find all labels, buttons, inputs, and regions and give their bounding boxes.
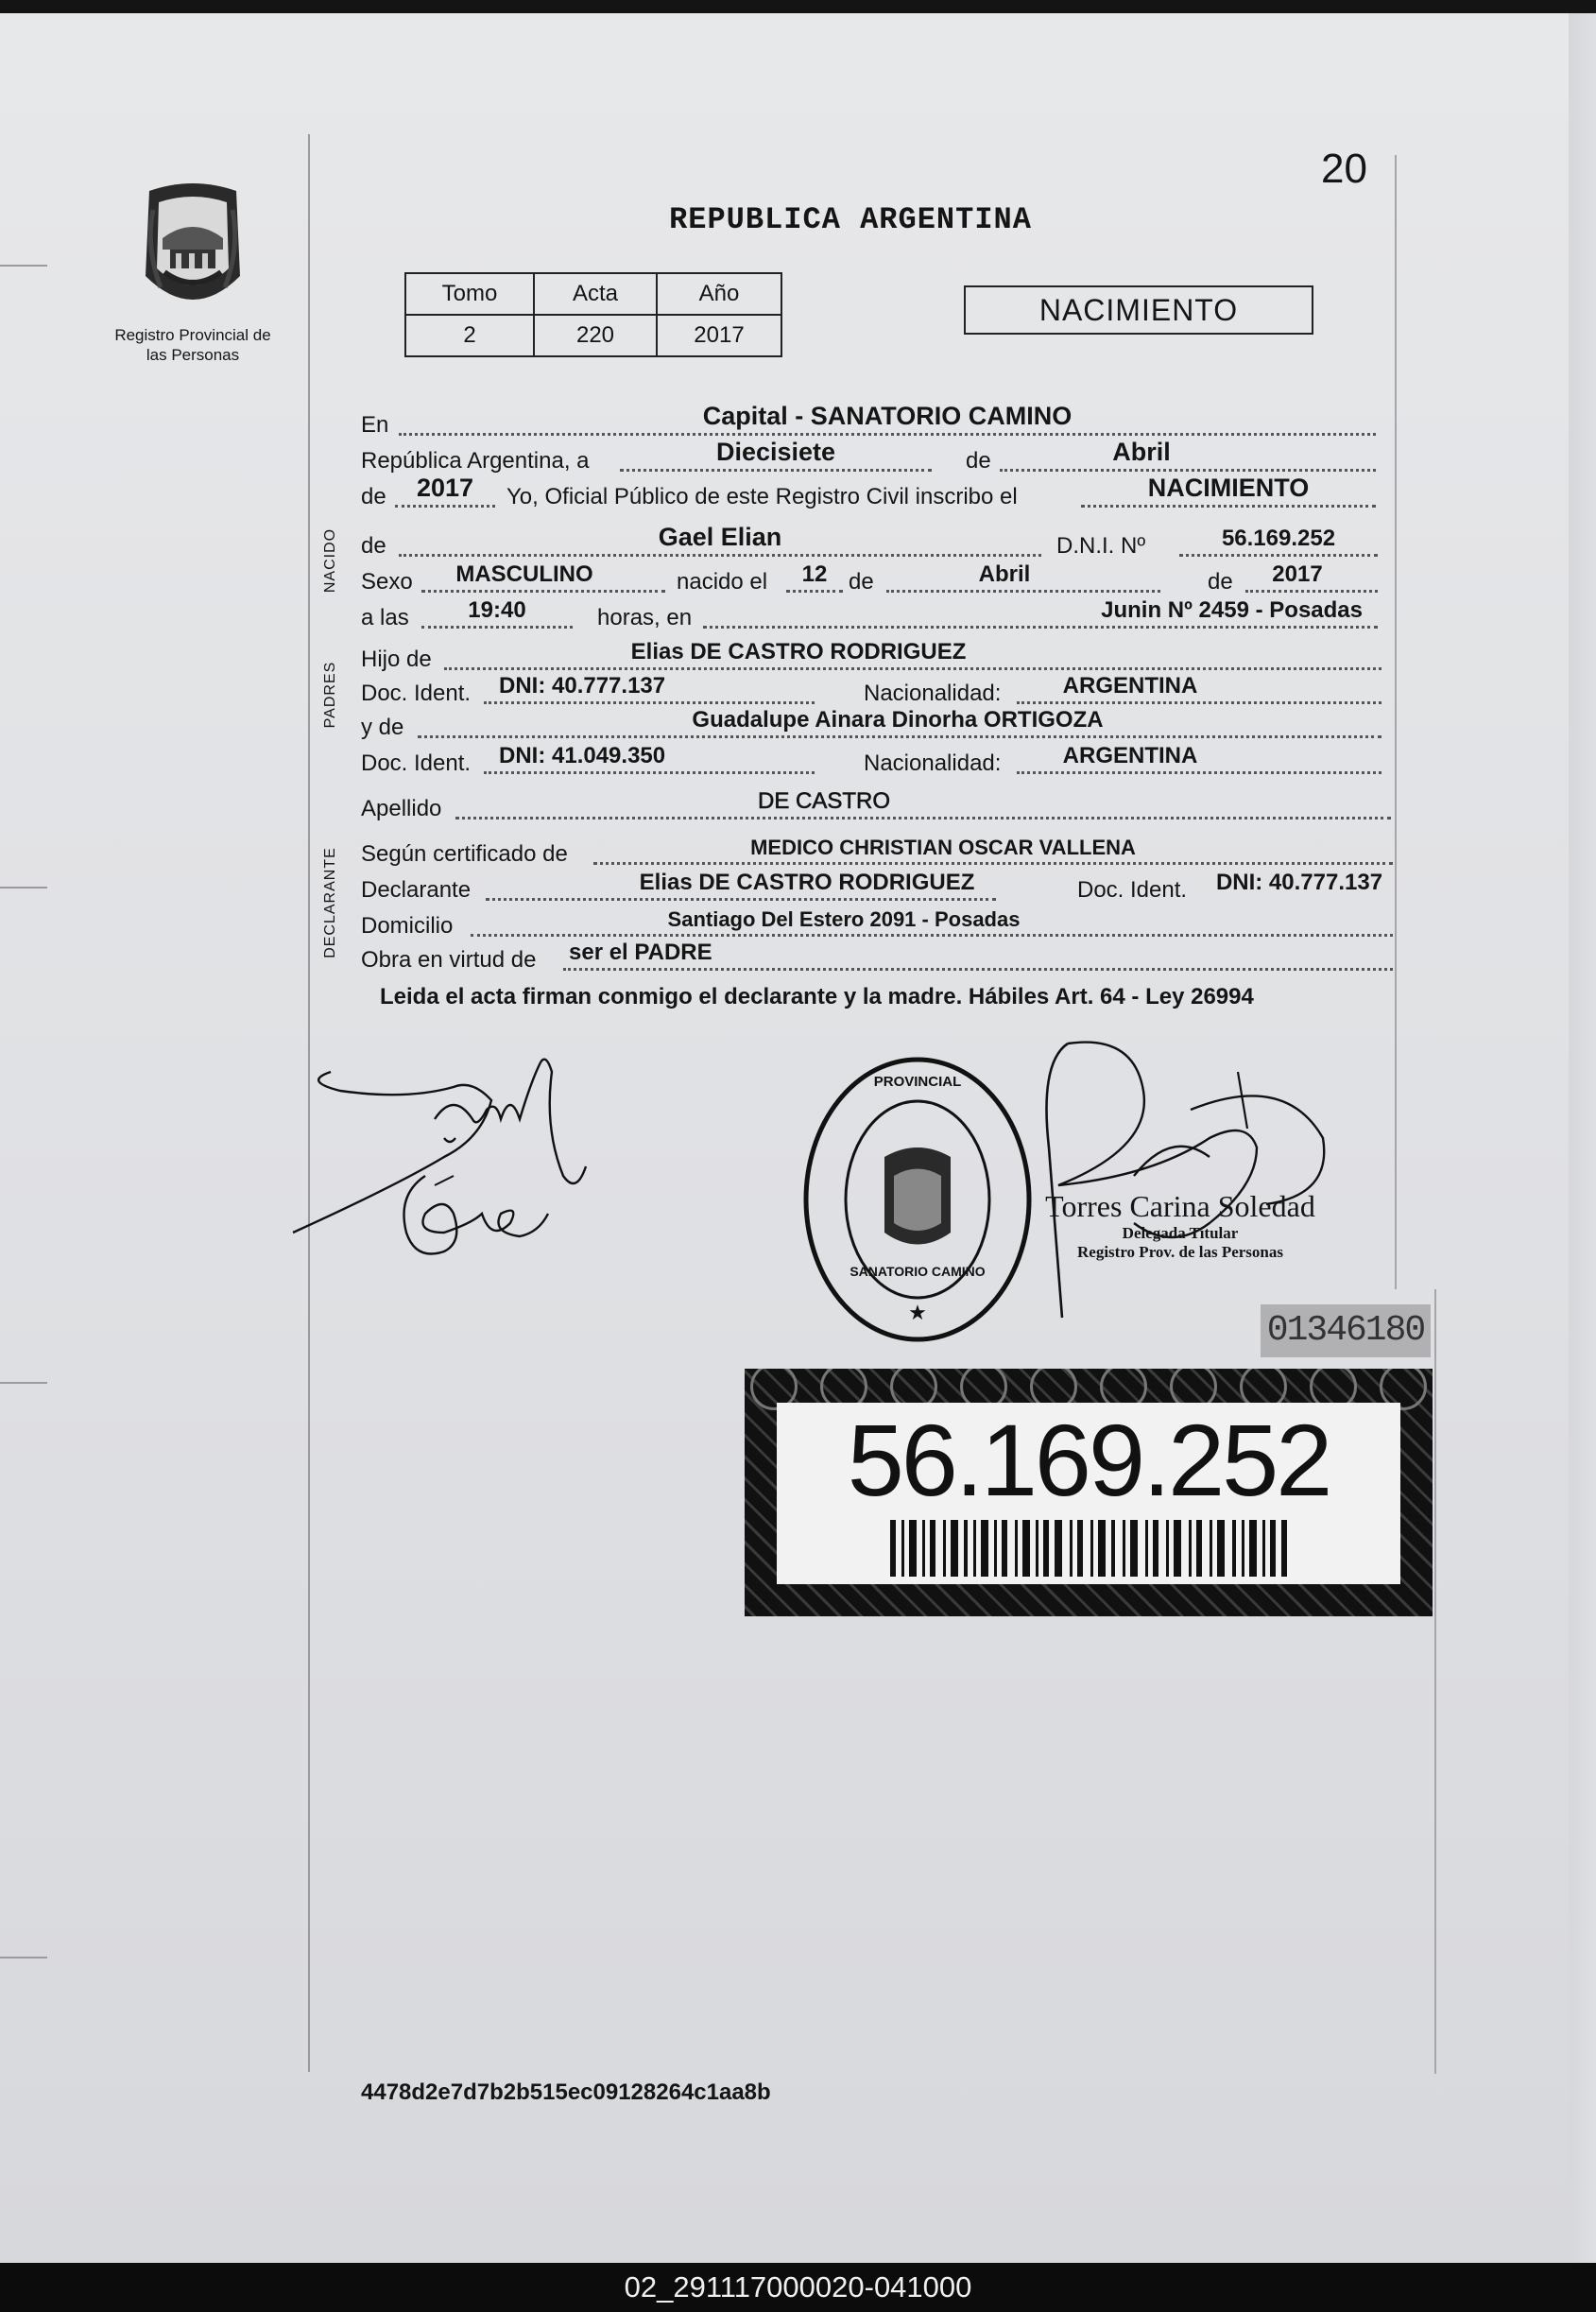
serial-number: 01346180: [1261, 1304, 1431, 1357]
birth-time: 19:40: [468, 597, 526, 623]
field-row-date: [361, 437, 1376, 474]
birth-place: Junin Nº 2459 - Posadas: [1101, 597, 1363, 623]
field-label: nacido el: [677, 569, 768, 595]
province-seal-icon: [132, 181, 253, 319]
field-label: Nacionalidad:: [864, 681, 1002, 706]
official-stamp-text: [1043, 1189, 1317, 1262]
field-row-role: [361, 936, 1393, 974]
field-label: República Argentina, a: [361, 448, 590, 474]
field-label: de: [849, 569, 874, 595]
sex-value: MASCULINO: [455, 561, 593, 587]
binder-tick: [0, 1957, 47, 1958]
birth-month: Abril: [978, 561, 1031, 587]
label-white-area: [777, 1403, 1400, 1584]
binder-tick: [0, 1382, 47, 1384]
field-label: Doc. Ident.: [361, 681, 472, 706]
child-name: Gael Elian: [658, 523, 782, 551]
dni-label-number: 56.169.252: [847, 1403, 1330, 1517]
field-label: Apellido: [361, 796, 442, 821]
field-label: horas, en: [597, 605, 693, 630]
register-value-acta: 220: [534, 315, 657, 356]
svg-text:SANATORIO CAMINO: SANATORIO CAMINO: [849, 1264, 986, 1279]
field-label: D.N.I. Nº: [1056, 533, 1146, 559]
side-label-born: NACIDO: [322, 527, 338, 594]
register-header-acta: Acta: [534, 273, 657, 315]
closing-text: Leida el acta firman conmigo el declarante y la madre. Hábiles Art. 64 - Ley 26994: [380, 984, 1254, 1009]
field-label: Nacionalidad:: [864, 751, 1002, 776]
register-value-ano: 2017: [657, 315, 781, 356]
page-number: 20: [1321, 146, 1367, 192]
field-label: Declarante: [361, 877, 472, 903]
year-value: 2017: [416, 474, 474, 502]
certificate-type: NACIMIENTO: [964, 285, 1313, 335]
father-doc: DNI: 40.777.137: [499, 673, 666, 699]
field-row-certificate: [361, 830, 1393, 868]
father-name: Elias DE CASTRO RODRIGUEZ: [630, 639, 967, 664]
field-label: Domicilio: [361, 913, 454, 939]
right-margin-rule-lower: [1434, 1289, 1436, 2074]
declarant-doc: DNI: 40.777.137: [1215, 870, 1383, 895]
mother-name: Guadalupe Ainara Dinorha ORTIGOZA: [692, 707, 1104, 733]
declarant-name: Elias DE CASTRO RODRIGUEZ: [639, 870, 975, 895]
binder-tick: [0, 265, 47, 267]
mother-doc: DNI: 41.049.350: [499, 743, 666, 768]
register-header-ano: Año: [657, 273, 781, 315]
field-row-mother-doc: [361, 739, 1381, 777]
field-label: Según certificado de: [361, 841, 568, 867]
day-value: Diecisiete: [715, 438, 836, 466]
role-value: ser el PADRE: [569, 940, 712, 965]
surname-value: DE CASTRO: [757, 788, 890, 814]
act-value: NACIMIENTO: [1147, 474, 1310, 502]
field-row-place-time: [361, 594, 1378, 631]
field-label: Sexo: [361, 569, 413, 595]
field-row-mother: [361, 703, 1381, 741]
certifier-value: MEDICO CHRISTIAN OSCAR VALLENA: [750, 836, 1136, 859]
field-label: Hijo de: [361, 647, 432, 672]
birth-day: 12: [801, 561, 828, 587]
right-margin-rule: [1395, 155, 1397, 1289]
father-nationality: ARGENTINA: [1062, 673, 1198, 699]
official-name: Torres Carina Soledad: [1045, 1189, 1315, 1223]
field-label: a las: [361, 605, 409, 630]
top-edge: [0, 0, 1596, 13]
register-header-tomo: Tomo: [405, 273, 534, 315]
svg-text:PROVINCIAL: PROVINCIAL: [873, 1074, 962, 1090]
register-table: [404, 272, 782, 357]
address-value: Santiago Del Estero 2091 - Posadas: [667, 907, 1021, 931]
field-label: de: [1208, 569, 1233, 595]
field-row-name: [361, 522, 1378, 560]
birth-year: 2017: [1272, 561, 1323, 587]
field-row-declarant: [361, 866, 1393, 904]
register-value-tomo: 2: [405, 315, 534, 356]
official-office: Registro Prov. de las Personas: [1077, 1243, 1283, 1261]
binder-tick: [0, 887, 47, 889]
certificate-page: [0, 13, 1569, 2263]
field-row-surname: [361, 785, 1391, 822]
svg-text:★: ★: [908, 1301, 927, 1324]
field-label: y de: [361, 715, 404, 740]
field-label: Yo, Oficial Público de este Registro Civil inscribo el: [506, 484, 1018, 509]
place-value: Capital - SANATORIO CAMINO: [702, 402, 1073, 430]
page-title: REPUBLICA ARGENTINA: [669, 202, 1032, 237]
field-label: En: [361, 412, 389, 438]
field-row-inscription: [361, 473, 1376, 510]
field-label: de: [966, 448, 991, 474]
mother-signature-icon: [387, 1157, 558, 1280]
side-label-parents: PADRES: [322, 661, 338, 729]
field-row-place: [361, 401, 1376, 439]
registry-name: Registro Provincial de las Personas: [114, 326, 271, 364]
mother-nationality: ARGENTINA: [1062, 743, 1198, 768]
official-role: Delegada Titular: [1122, 1224, 1239, 1242]
field-label: de: [361, 533, 386, 559]
field-label: Obra en virtud de: [361, 947, 537, 973]
field-row-birth: [361, 558, 1378, 595]
barcode-icon: [890, 1520, 1287, 1577]
document-hash: 4478d2e7d7b2b515ec09128264c1aa8b: [361, 2079, 771, 2105]
image-caption: 02_291117000020-041000: [0, 2263, 1596, 2312]
child-dni: 56.169.252: [1221, 526, 1336, 551]
dni-security-label: [745, 1369, 1433, 1616]
field-label: Doc. Ident.: [1077, 877, 1188, 903]
official-stamp-icon: [799, 1053, 1036, 1346]
side-label-declarant: DECLARANTE: [322, 847, 338, 958]
field-label: Doc. Ident.: [361, 751, 472, 776]
month-value: Abril: [1112, 438, 1171, 466]
field-label: de: [361, 484, 386, 509]
